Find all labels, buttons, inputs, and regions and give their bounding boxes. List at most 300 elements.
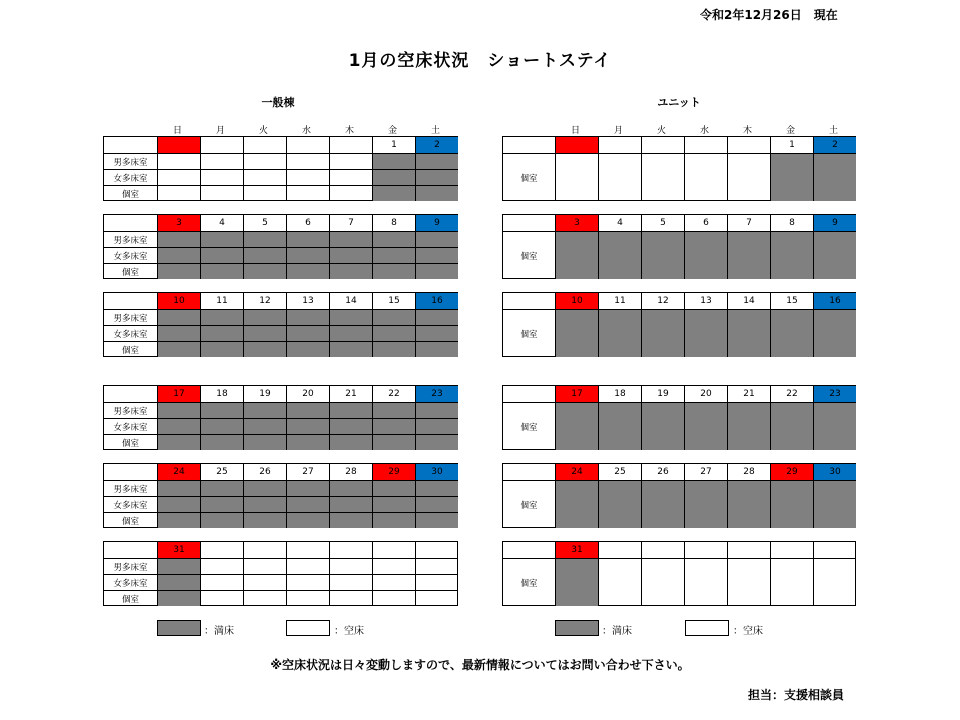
date-cell [727,137,770,153]
room-type-label: 男多床室 [104,309,157,325]
date-cell: 4 [200,215,243,231]
availability-cell-full [243,496,286,512]
availability-cell-full [415,496,458,512]
date-cell: 3 [555,215,598,231]
date-cell: 6 [286,215,329,231]
staff-contact: 担当：支援相談員 [748,688,845,702]
availability-cell-full [200,402,243,418]
availability-cell-full [329,402,372,418]
availability-cell-full [415,231,458,247]
week-block-general-4 [103,385,458,450]
date-cell [727,542,770,558]
availability-cell-empty [243,169,286,185]
date-cell: 22 [770,386,813,402]
availability-cell-empty [329,185,372,201]
date-cell: 7 [727,215,770,231]
availability-cell-full [200,434,243,450]
availability-cell-empty [555,153,598,201]
availability-cell-empty [598,558,641,606]
date-cell [243,137,286,153]
date-cell: 26 [641,464,684,480]
availability-cell-full [286,309,329,325]
date-cell: 19 [641,386,684,402]
date-cell: 9 [813,215,856,231]
legend-full-swatch-unit [555,620,599,636]
availability-cell-empty [329,574,372,590]
week-block-unit-4 [502,385,856,450]
availability-cell-empty [286,185,329,201]
week-block-general-5 [103,463,458,528]
room-type-label: 個室 [503,480,555,528]
date-cell [684,542,727,558]
weekday-general-6: 土 [430,126,440,136]
availability-cell-full [157,574,200,590]
week-block-unit-1 [502,136,856,201]
weekday-general-2: 火 [258,126,268,136]
availability-cell-full [372,169,415,185]
weekday-unit-2: 火 [656,126,666,136]
date-cell: 23 [813,386,856,402]
availability-cell-empty [415,558,458,574]
date-cell [200,542,243,558]
date-cell: 21 [329,386,372,402]
legend-full-swatch [157,620,201,636]
date-cell: 18 [598,386,641,402]
availability-cell-full [329,325,372,341]
date-cell: 31 [555,542,598,558]
availability-cell-full [329,247,372,263]
availability-cell-full [415,263,458,279]
date-cell: 2 [813,137,856,153]
availability-cell-full [372,341,415,357]
availability-cell-full [415,309,458,325]
availability-cell-full [157,263,200,279]
date-cell: 26 [243,464,286,480]
availability-cell-empty [200,185,243,201]
weekday-unit-5: 金 [785,126,795,136]
date-cell: 11 [200,293,243,309]
availability-cell-full [372,512,415,528]
availability-cell-full [243,512,286,528]
availability-cell-full [157,512,200,528]
availability-cell-full [770,402,813,450]
availability-cell-full [372,231,415,247]
availability-cell-full [200,309,243,325]
availability-cell-full [200,512,243,528]
date-cell [286,137,329,153]
availability-cell-full [200,325,243,341]
section-title-unit: ユニット [657,96,701,109]
availability-cell-full [200,496,243,512]
weekday-unit-4: 木 [742,126,752,136]
availability-cell-full [286,263,329,279]
availability-cell-full [157,341,200,357]
availability-cell-full [200,480,243,496]
availability-cell-full [157,231,200,247]
availability-cell-full [372,402,415,418]
date-cell: 9 [415,215,458,231]
availability-cell-full [598,309,641,357]
room-type-label: 個室 [104,185,157,201]
availability-cell-full [372,496,415,512]
availability-cell-full [684,231,727,279]
availability-cell-full [329,480,372,496]
availability-cell-empty [372,574,415,590]
date-cell: 20 [286,386,329,402]
availability-cell-full [286,512,329,528]
availability-cell-full [555,309,598,357]
date-cell [243,542,286,558]
availability-cell-empty [157,185,200,201]
weekday-general-0: 日 [172,126,182,136]
availability-cell-full [555,558,598,606]
weekday-unit-3: 水 [699,126,709,136]
availability-cell-full [372,325,415,341]
availability-cell-empty [200,153,243,169]
date-cell: 27 [684,464,727,480]
availability-cell-full [243,309,286,325]
availability-cell-full [415,402,458,418]
availability-cell-full [641,402,684,450]
availability-cell-full [415,153,458,169]
availability-cell-full [555,402,598,450]
date-cell: 4 [598,215,641,231]
week-block-unit-5 [502,463,856,528]
date-cell: 3 [157,215,200,231]
availability-cell-full [286,325,329,341]
section-title-general: 一般棟 [261,96,295,109]
availability-cell-empty [200,590,243,606]
availability-cell-full [200,231,243,247]
date-cell: 25 [598,464,641,480]
weekday-unit-6: 土 [828,126,838,136]
availability-cell-full [415,480,458,496]
room-type-label: 個室 [503,309,555,357]
availability-cell-full [243,263,286,279]
availability-cell-full [157,309,200,325]
availability-cell-full [157,496,200,512]
availability-cell-empty [684,558,727,606]
date-cell: 5 [641,215,684,231]
availability-cell-full [372,247,415,263]
date-cell [372,542,415,558]
availability-cell-full [243,402,286,418]
room-type-label: 女多床室 [104,325,157,341]
room-type-label: 女多床室 [104,418,157,434]
availability-cell-full [684,402,727,450]
date-cell: 8 [770,215,813,231]
room-type-label: 男多床室 [104,402,157,418]
availability-cell-full [200,263,243,279]
date-cell: 16 [813,293,856,309]
availability-cell-empty [372,590,415,606]
availability-cell-full [329,418,372,434]
date-cell: 17 [157,386,200,402]
availability-cell-full [372,153,415,169]
availability-cell-full [157,402,200,418]
room-type-label: 個室 [104,341,157,357]
weekday-general-1: 月 [215,126,225,136]
availability-cell-full [598,480,641,528]
date-cell: 30 [813,464,856,480]
availability-cell-full [770,231,813,279]
availability-cell-full [329,512,372,528]
availability-cell-empty [415,574,458,590]
availability-cell-full [770,480,813,528]
date-cell: 10 [157,293,200,309]
availability-cell-full [415,418,458,434]
availability-cell-full [286,418,329,434]
availability-cell-empty [813,558,856,606]
availability-cell-full [770,153,813,201]
availability-cell-full [813,480,856,528]
availability-cell-full [329,341,372,357]
date-cell: 29 [770,464,813,480]
legend-empty-label-unit: ：空床 [733,626,763,637]
date-cell [598,137,641,153]
date-cell [329,137,372,153]
room-type-label: 男多床室 [104,153,157,169]
date-cell [813,542,856,558]
date-cell: 13 [684,293,727,309]
date-cell: 17 [555,386,598,402]
availability-cell-full [415,169,458,185]
date-cell [641,542,684,558]
availability-cell-full [200,418,243,434]
availability-cell-empty [286,558,329,574]
week-block-general-3 [103,292,458,357]
room-type-label: 個室 [503,153,555,201]
availability-cell-full [329,434,372,450]
availability-cell-empty [641,558,684,606]
availability-cell-empty [329,169,372,185]
date-cell: 25 [200,464,243,480]
date-cell: 1 [372,137,415,153]
availability-cell-empty [243,558,286,574]
availability-cell-full [415,434,458,450]
availability-cell-full [286,231,329,247]
date-cell: 16 [415,293,458,309]
availability-cell-empty [415,590,458,606]
date-cell: 15 [770,293,813,309]
availability-cell-empty [372,558,415,574]
availability-cell-empty [727,153,770,201]
date-cell: 20 [684,386,727,402]
as-of-date: 令和2年12月26日 現在 [700,8,838,22]
week-block-general-1 [103,136,458,201]
availability-cell-empty [770,558,813,606]
availability-cell-full [727,231,770,279]
availability-cell-full [813,402,856,450]
legend-empty-label: ：空床 [334,626,364,637]
room-type-label: 女多床室 [104,247,157,263]
availability-cell-full [243,418,286,434]
date-cell: 22 [372,386,415,402]
availability-cell-empty [598,153,641,201]
legend-empty-swatch-unit [685,620,729,636]
availability-cell-full [641,231,684,279]
date-cell: 7 [329,215,372,231]
availability-cell-full [813,153,856,201]
week-block-general-2 [103,214,458,279]
availability-cell-full [243,480,286,496]
date-cell [329,542,372,558]
date-cell: 28 [329,464,372,480]
availability-cell-empty [641,153,684,201]
date-cell: 13 [286,293,329,309]
availability-cell-empty [727,558,770,606]
availability-cell-full [243,341,286,357]
availability-cell-empty [329,558,372,574]
room-type-label: 男多床室 [104,231,157,247]
room-type-label: 個室 [503,231,555,279]
availability-cell-full [243,434,286,450]
availability-cell-full [813,231,856,279]
date-cell [641,137,684,153]
availability-cell-full [329,496,372,512]
availability-cell-full [157,434,200,450]
room-type-label: 個室 [503,402,555,450]
room-type-label: 女多床室 [104,169,157,185]
availability-note: ※空床状況は日々変動しますので、最新情報についてはお問い合わせ下さい。 [270,658,690,672]
date-cell: 28 [727,464,770,480]
date-cell [684,137,727,153]
availability-cell-full [727,309,770,357]
availability-cell-full [813,309,856,357]
availability-cell-full [372,185,415,201]
legend-full-label: ：満床 [204,626,234,637]
availability-cell-full [555,480,598,528]
weekday-general-3: 水 [301,126,311,136]
availability-cell-empty [286,574,329,590]
week-block-unit-6 [502,541,856,606]
availability-cell-full [286,247,329,263]
date-cell [415,542,458,558]
availability-cell-empty [243,153,286,169]
date-cell: 18 [200,386,243,402]
availability-cell-full [157,590,200,606]
date-cell: 24 [157,464,200,480]
availability-cell-empty [286,169,329,185]
date-cell: 21 [727,386,770,402]
date-cell [770,542,813,558]
room-type-label: 男多床室 [104,480,157,496]
date-cell: 23 [415,386,458,402]
availability-cell-full [415,341,458,357]
availability-cell-full [598,231,641,279]
date-cell: 14 [727,293,770,309]
availability-cell-full [415,185,458,201]
availability-cell-full [243,231,286,247]
availability-cell-empty [243,590,286,606]
availability-cell-empty [200,574,243,590]
availability-cell-full [157,480,200,496]
availability-cell-full [641,480,684,528]
date-cell [200,137,243,153]
date-cell: 12 [243,293,286,309]
date-cell: 24 [555,464,598,480]
availability-cell-empty [286,153,329,169]
room-type-label: 男多床室 [104,558,157,574]
room-type-label: 女多床室 [104,496,157,512]
week-block-unit-3 [502,292,856,357]
week-block-general-6 [103,541,458,606]
availability-cell-empty [243,185,286,201]
legend-full-label-unit: ：満床 [602,626,632,637]
date-cell: 11 [598,293,641,309]
availability-cell-full [415,325,458,341]
legend-empty-swatch [286,620,330,636]
room-type-label: 個室 [104,512,157,528]
availability-cell-empty [684,153,727,201]
availability-cell-full [157,325,200,341]
availability-cell-full [684,480,727,528]
availability-cell-full [372,263,415,279]
availability-cell-full [415,247,458,263]
date-cell: 14 [329,293,372,309]
date-cell: 10 [555,293,598,309]
room-type-label: 個室 [104,263,157,279]
date-cell: 15 [372,293,415,309]
availability-cell-full [243,247,286,263]
room-type-label: 個室 [104,590,157,606]
availability-cell-full [770,309,813,357]
availability-cell-full [157,418,200,434]
date-cell: 31 [157,542,200,558]
weekday-general-4: 木 [344,126,354,136]
room-type-label: 女多床室 [104,574,157,590]
availability-cell-full [727,402,770,450]
availability-cell-full [200,247,243,263]
room-type-label: 個室 [503,558,555,606]
availability-cell-full [157,558,200,574]
date-cell [598,542,641,558]
availability-cell-full [157,247,200,263]
date-cell: 30 [415,464,458,480]
availability-cell-empty [329,590,372,606]
date-cell: 19 [243,386,286,402]
availability-cell-full [372,309,415,325]
availability-cell-empty [286,590,329,606]
weekday-unit-1: 月 [613,126,623,136]
availability-cell-full [286,434,329,450]
date-cell: 27 [286,464,329,480]
date-cell: 1 [770,137,813,153]
weekday-general-5: 金 [387,126,397,136]
weekday-unit-0: 日 [570,126,580,136]
page-title: 1月の空床状況 ショートステイ [348,51,612,71]
availability-cell-full [641,309,684,357]
availability-cell-empty [157,169,200,185]
availability-cell-full [286,496,329,512]
date-cell: 5 [243,215,286,231]
availability-cell-full [329,309,372,325]
date-cell: 8 [372,215,415,231]
availability-cell-full [598,402,641,450]
date-cell: 12 [641,293,684,309]
availability-cell-full [243,325,286,341]
availability-cell-full [329,263,372,279]
availability-cell-full [415,512,458,528]
availability-cell-full [329,231,372,247]
date-cell [555,137,598,153]
availability-cell-full [286,341,329,357]
availability-cell-empty [329,153,372,169]
availability-cell-empty [200,558,243,574]
availability-cell-full [372,418,415,434]
date-cell: 6 [684,215,727,231]
availability-cell-full [555,231,598,279]
